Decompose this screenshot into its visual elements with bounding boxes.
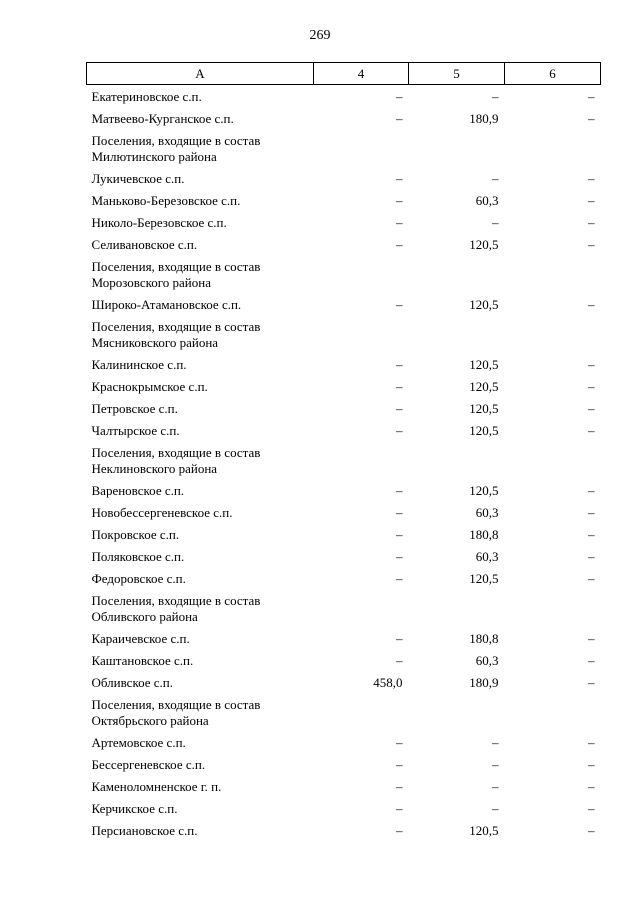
row-col4-cell: – [396, 400, 403, 416]
table-row [87, 775, 601, 797]
table-group-row [87, 315, 601, 353]
row-name-cell: Федоровское с.п. [91, 570, 186, 586]
row-col5-cell: 120,5 [469, 400, 499, 416]
row-name-cell: Поселения, входящие в состав Милютинского района [91, 132, 261, 164]
row-col4-cell: 458,0 [373, 674, 403, 690]
table-group-row [87, 693, 601, 731]
row-name-cell: Широко-Атамановское с.п. [91, 296, 242, 312]
row-name-cell: Персиановское с.п. [91, 822, 198, 838]
row-name-cell: Чалтырское с.п. [91, 422, 180, 438]
row-col4-cell: – [396, 110, 403, 126]
row-col5-cell: – [492, 800, 499, 816]
table-row [87, 375, 601, 397]
row-col6-cell [505, 589, 601, 627]
row-name-cell: Новобессергеневское с.п. [91, 504, 233, 520]
row-col6-cell: – [588, 548, 595, 564]
row-name-cell: Поселения, входящие в состав Морозовского района [91, 258, 261, 290]
row-col6-cell: – [588, 800, 595, 816]
header-col-a: А [87, 63, 314, 85]
row-col6-cell: – [588, 88, 595, 104]
row-name-cell: Покровское с.п. [91, 526, 180, 542]
row-col4-cell: – [396, 504, 403, 520]
table-row [87, 85, 601, 108]
row-col4-cell: – [396, 526, 403, 542]
table-row [87, 233, 601, 255]
table-row [87, 731, 601, 753]
row-col6-cell: – [588, 378, 595, 394]
row-col4-cell: – [396, 378, 403, 394]
row-col5-cell: 120,5 [469, 356, 499, 372]
row-name-cell: Бессергеневское с.п. [91, 756, 206, 772]
row-name-cell: Маньково-Березовское с.п. [91, 192, 241, 208]
row-name-cell: Поляковское с.п. [91, 548, 185, 564]
table-row [87, 753, 601, 775]
row-col5-cell: – [492, 88, 499, 104]
row-col4-cell: – [396, 734, 403, 750]
table-row [87, 649, 601, 671]
row-name-cell: Каштановское с.п. [91, 652, 194, 668]
row-col6-cell: – [588, 170, 595, 186]
table-row [87, 397, 601, 419]
row-name-cell: Петровское с.п. [91, 400, 178, 416]
row-col5-cell [409, 589, 505, 627]
row-col6-cell: – [588, 652, 595, 668]
table-group-row [87, 441, 601, 479]
row-col5-cell: 120,5 [469, 482, 499, 498]
row-col4-cell: – [396, 756, 403, 772]
header-col-5: 5 [409, 63, 505, 85]
row-col6-cell: – [588, 110, 595, 126]
row-col4-cell [314, 441, 409, 479]
table-group-row [87, 589, 601, 627]
row-col4-cell: – [396, 778, 403, 794]
row-col6-cell [505, 441, 601, 479]
row-name-cell: Вареновское с.п. [91, 482, 185, 498]
row-col6-cell: – [588, 214, 595, 230]
row-col4-cell [314, 129, 409, 167]
row-col4-cell: – [396, 652, 403, 668]
row-col4-cell [314, 693, 409, 731]
row-col4-cell: – [396, 482, 403, 498]
row-col5-cell: 120,5 [469, 296, 499, 312]
row-col5-cell: 60,3 [475, 504, 499, 520]
row-col5-cell: 180,8 [469, 526, 499, 542]
table-group-row [87, 255, 601, 293]
row-col6-cell: – [588, 296, 595, 312]
row-col4-cell: – [396, 88, 403, 104]
row-col6-cell [505, 255, 601, 293]
row-col5-cell [409, 255, 505, 293]
row-col5-cell: – [492, 756, 499, 772]
row-name-cell: Лукичевское с.п. [91, 170, 185, 186]
row-name-cell: Поселения, входящие в состав Октябрьского района [91, 696, 261, 728]
row-col5-cell: 60,3 [475, 652, 499, 668]
row-col5-cell: – [492, 778, 499, 794]
row-col6-cell: – [588, 674, 595, 690]
row-col4-cell: – [396, 422, 403, 438]
row-col5-cell: 180,9 [469, 674, 499, 690]
row-name-cell: Артемовское с.п. [91, 734, 186, 750]
row-name-cell: Поселения, входящие в состав Мясниковского района [91, 318, 261, 350]
table-row [87, 545, 601, 567]
row-col4-cell: – [396, 630, 403, 646]
row-col6-cell: – [588, 504, 595, 520]
row-col6-cell [505, 693, 601, 731]
row-col5-cell: 120,5 [469, 236, 499, 252]
row-col4-cell [314, 589, 409, 627]
row-col6-cell: – [588, 630, 595, 646]
row-col5-cell: – [492, 734, 499, 750]
row-name-cell: Поселения, входящие в состав Неклиновского района [91, 444, 261, 476]
row-name-cell: Керчикское с.п. [91, 800, 178, 816]
table-row [87, 189, 601, 211]
row-name-cell: Обливское с.п. [91, 674, 174, 690]
row-col5-cell: – [492, 170, 499, 186]
row-col6-cell: – [588, 778, 595, 794]
row-col5-cell [409, 129, 505, 167]
row-col4-cell: – [396, 800, 403, 816]
table-group-row [87, 129, 601, 167]
row-col6-cell: – [588, 422, 595, 438]
row-col4-cell: – [396, 356, 403, 372]
page-number: 269 [309, 28, 331, 43]
table-row [87, 293, 601, 315]
row-col6-cell: – [588, 756, 595, 772]
row-col5-cell: 120,5 [469, 822, 499, 838]
table-row [87, 523, 601, 545]
row-col5-cell: 60,3 [475, 192, 499, 208]
row-col6-cell: – [588, 734, 595, 750]
row-name-cell: Каменоломненское г. п. [91, 778, 222, 794]
row-col6-cell: – [588, 822, 595, 838]
table-row [87, 211, 601, 233]
table-row [87, 567, 601, 589]
row-col4-cell: – [396, 214, 403, 230]
row-col6-cell: – [588, 482, 595, 498]
row-col5-cell: 120,5 [469, 570, 499, 586]
row-col6-cell: – [588, 236, 595, 252]
row-col4-cell: – [396, 236, 403, 252]
row-name-cell: Николо-Березовское с.п. [91, 214, 227, 230]
table-row [87, 501, 601, 523]
row-col5-cell: – [492, 214, 499, 230]
row-col6-cell: – [588, 356, 595, 372]
row-name-cell: Краснокрымское с.п. [91, 378, 208, 394]
row-col5-cell [409, 315, 505, 353]
row-col5-cell: 120,5 [469, 422, 499, 438]
data-table [86, 62, 601, 841]
row-col5-cell [409, 441, 505, 479]
row-name-cell: Екатериновское с.п. [91, 88, 202, 104]
row-name-cell: Поселения, входящие в состав Обливского района [91, 592, 261, 624]
table-row [87, 671, 601, 693]
table-row [87, 167, 601, 189]
table-row [87, 107, 601, 129]
row-col6-cell: – [588, 526, 595, 542]
row-col4-cell: – [396, 570, 403, 586]
row-name-cell: Матвеево-Курганское с.п. [91, 110, 234, 126]
row-col4-cell [314, 315, 409, 353]
row-col6-cell: – [588, 570, 595, 586]
header-col-6: 6 [505, 63, 601, 85]
row-col4-cell: – [396, 296, 403, 312]
row-name-cell: Калининское с.п. [91, 356, 187, 372]
table-row [87, 819, 601, 841]
row-col5-cell: 180,9 [469, 110, 499, 126]
row-col4-cell: – [396, 548, 403, 564]
table-row [87, 797, 601, 819]
table-row [87, 479, 601, 501]
row-col4-cell: – [396, 822, 403, 838]
row-col4-cell: – [396, 170, 403, 186]
row-col5-cell: 180,8 [469, 630, 499, 646]
row-col5-cell: 60,3 [475, 548, 499, 564]
table-row [87, 627, 601, 649]
header-col-4: 4 [314, 63, 409, 85]
row-col6-cell [505, 315, 601, 353]
row-col6-cell: – [588, 400, 595, 416]
row-col5-cell [409, 693, 505, 731]
table-header [87, 63, 601, 85]
row-name-cell: Селивановское с.п. [91, 236, 198, 252]
row-col4-cell [314, 255, 409, 293]
row-col6-cell: – [588, 192, 595, 208]
row-col4-cell: – [396, 192, 403, 208]
row-col5-cell: 120,5 [469, 378, 499, 394]
table-body [87, 85, 601, 842]
row-name-cell: Караичевское с.п. [91, 630, 190, 646]
row-col6-cell [505, 129, 601, 167]
table-row [87, 353, 601, 375]
table-row [87, 419, 601, 441]
